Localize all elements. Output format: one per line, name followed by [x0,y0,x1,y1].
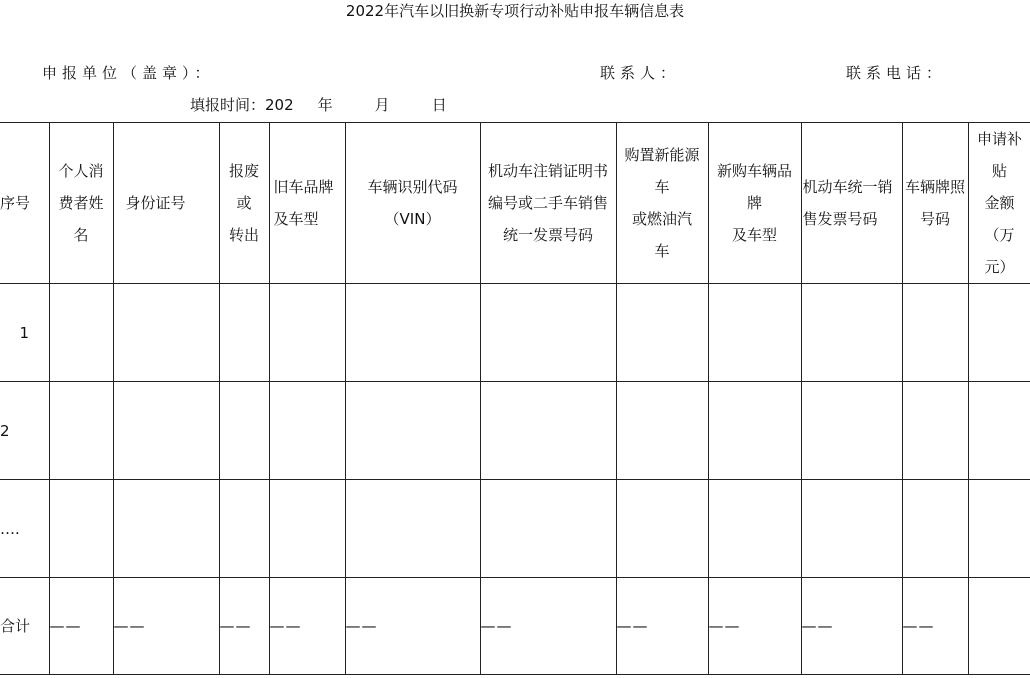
consumer-name-cell[interactable] [49,382,113,480]
total-dash-cell: —— [269,578,345,675]
deregistration-invoice-cell[interactable] [480,480,616,578]
total-dash-cell: —— [345,578,480,675]
scrap-transfer-cell[interactable] [219,382,269,480]
table-row [0,480,1030,578]
col-header-old-brand-model: 旧车品牌 及车型 [273,178,334,228]
col-header-deregistration-invoice: 机动车注销证明书 编号或二手车销售 统一发票号码 [487,162,608,244]
fill-time-year: 年 [317,96,333,114]
scrap-transfer-cell[interactable] [219,480,269,578]
total-label-cell: 合计 [0,578,49,675]
vehicle-info-table [0,122,1030,675]
subsidy-amount-cell[interactable] [968,480,1030,578]
fill-time-label: 填报时间： [190,96,266,114]
scrap-transfer-cell[interactable] [219,284,269,382]
plate-number-cell[interactable] [902,382,968,480]
table-row [0,284,1030,382]
total-dash-cell: —— [902,578,968,675]
subsidy-amount-cell[interactable] [968,382,1030,480]
table-header-row [0,123,1030,284]
old-brand-model-cell[interactable] [269,284,345,382]
total-dash-cell: —— [801,578,902,675]
vin-cell[interactable] [345,480,480,578]
old-brand-model-cell[interactable] [269,382,345,480]
applicant-unit-label: 申报单位（盖章）： [42,64,215,82]
col-header-subsidy-amount: 申请补 贴 金额 （万 元） [976,130,1022,276]
id-number-cell[interactable] [113,382,219,480]
energy-type-cell[interactable] [616,480,708,578]
plate-number-cell[interactable] [902,480,968,578]
sales-invoice-cell[interactable] [801,382,902,480]
row-index-cell: …. [0,480,49,578]
col-header-consumer-name: 个人消 费者姓 名 [58,162,104,244]
col-header-plate-number: 车辆牌照 号码 [904,178,965,228]
col-header-index: 序号 [0,194,31,212]
plate-number-cell[interactable] [902,284,968,382]
sales-invoice-cell[interactable] [801,480,902,578]
subsidy-amount-cell[interactable] [968,284,1030,382]
new-brand-model-cell[interactable] [708,382,801,480]
fill-time-month: 月 [374,96,390,114]
deregistration-invoice-cell[interactable] [480,284,616,382]
sales-invoice-cell[interactable] [801,284,902,382]
total-dash-cell: —— [708,578,801,675]
vin-cell[interactable] [345,284,480,382]
col-header-vin: 车辆识别代码 （VIN） [367,178,458,228]
new-brand-model-cell[interactable] [708,284,801,382]
contact-phone-label: 联系电话： [846,64,947,82]
col-header-new-brand-model: 新购车辆品 牌 及车型 [716,162,792,244]
total-dash-cell: —— [49,578,113,675]
col-header-energy-type: 购置新能源 车 或燃油汽 车 [624,146,700,260]
fill-time-year-prefix: 202 [265,96,294,114]
id-number-cell[interactable] [113,480,219,578]
total-amount-cell[interactable] [968,578,1030,675]
consumer-name-cell[interactable] [49,480,113,578]
total-dash-cell: —— [480,578,616,675]
table-row [0,382,1030,480]
page-title: 2022年汽车以旧换新专项行动补贴申报车辆信息表 [345,2,685,20]
deregistration-invoice-cell[interactable] [480,382,616,480]
col-header-id-number: 身份证号 [125,194,186,212]
row-index-cell: 2 [0,382,49,480]
energy-type-cell[interactable] [616,382,708,480]
table-total-row [0,578,1030,675]
fill-time-line [190,95,447,115]
fill-time-day: 日 [431,96,447,114]
total-dash-cell: —— [113,578,219,675]
contact-person-label: 联系人： [600,64,681,82]
id-number-cell[interactable] [113,284,219,382]
vin-cell[interactable] [345,382,480,480]
row-index-cell: 1 [0,284,49,382]
total-dash-cell: —— [616,578,708,675]
consumer-name-cell[interactable] [49,284,113,382]
col-header-sales-invoice: 机动车统一销 售发票号码 [802,178,893,228]
new-brand-model-cell[interactable] [708,480,801,578]
energy-type-cell[interactable] [616,284,708,382]
col-header-scrap-transfer: 报废 或 转出 [228,162,259,244]
old-brand-model-cell[interactable] [269,480,345,578]
total-dash-cell: —— [219,578,269,675]
